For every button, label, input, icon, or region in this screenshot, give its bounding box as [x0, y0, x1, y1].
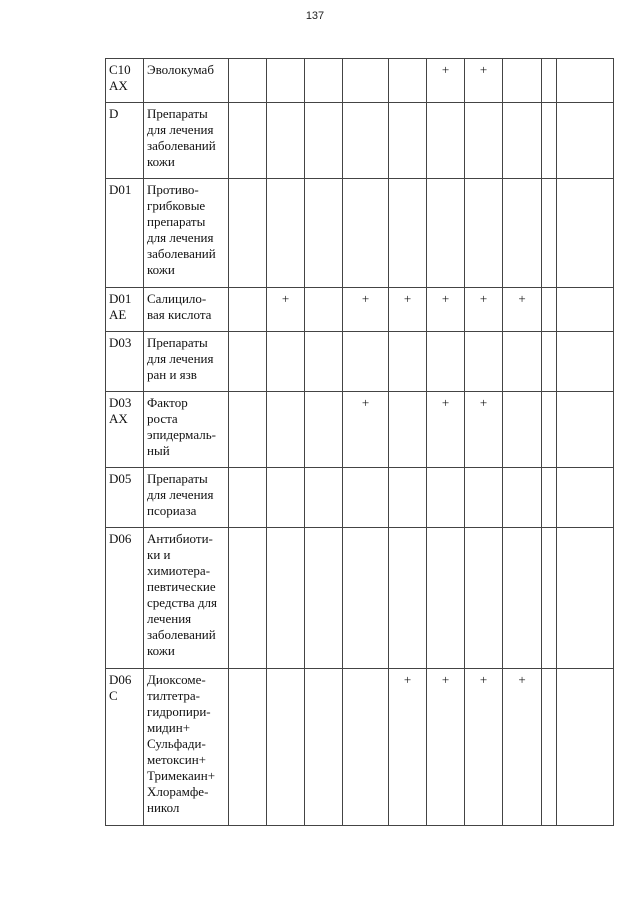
mark-cell	[542, 392, 557, 468]
mark-cell	[503, 59, 542, 103]
mark-cell	[305, 528, 343, 669]
atc-code-cell: D01	[106, 179, 144, 288]
mark-cell	[557, 288, 614, 332]
mark-cell	[503, 179, 542, 288]
mark-cell: +	[465, 669, 503, 826]
mark-cell	[557, 179, 614, 288]
mark-cell	[229, 669, 267, 826]
mark-cell	[305, 669, 343, 826]
mark-cell	[229, 528, 267, 669]
mark-cell	[305, 288, 343, 332]
mark-cell: +	[343, 288, 389, 332]
mark-cell	[305, 103, 343, 179]
mark-cell	[503, 528, 542, 669]
mark-cell	[267, 179, 305, 288]
mark-cell	[427, 528, 465, 669]
mark-cell	[229, 332, 267, 392]
mark-cell	[343, 59, 389, 103]
mark-cell: +	[427, 288, 465, 332]
mark-cell	[542, 288, 557, 332]
table-row	[106, 288, 614, 332]
mark-cell	[267, 392, 305, 468]
table-row	[106, 528, 614, 669]
atc-code-cell: D01 AE	[106, 288, 144, 332]
mark-cell	[229, 103, 267, 179]
mark-cell: +	[427, 669, 465, 826]
table-row	[106, 59, 614, 103]
mark-cell: +	[465, 392, 503, 468]
mark-cell	[427, 468, 465, 528]
mark-cell	[503, 468, 542, 528]
mark-cell	[389, 103, 427, 179]
mark-cell	[267, 103, 305, 179]
mark-cell	[542, 179, 557, 288]
mark-cell	[389, 59, 427, 103]
mark-cell	[343, 179, 389, 288]
mark-cell	[557, 528, 614, 669]
table-body	[106, 59, 614, 826]
drug-name-cell: Антибиоти- ки и химиотера- певтические средства для лечения заболеваний кожи	[144, 528, 229, 669]
mark-cell	[542, 468, 557, 528]
mark-cell	[267, 468, 305, 528]
mark-cell	[465, 103, 503, 179]
mark-cell	[267, 59, 305, 103]
mark-cell	[229, 179, 267, 288]
atc-code-cell: D03	[106, 332, 144, 392]
mark-cell: +	[389, 288, 427, 332]
mark-cell	[305, 59, 343, 103]
mark-cell	[389, 528, 427, 669]
atc-code-cell: D06 C	[106, 669, 144, 826]
table-row	[106, 179, 614, 288]
mark-cell	[557, 332, 614, 392]
drug-name-cell: Препараты для лечения ран и язв	[144, 332, 229, 392]
table-row	[106, 332, 614, 392]
mark-cell	[343, 528, 389, 669]
mark-cell	[427, 179, 465, 288]
mark-cell	[305, 179, 343, 288]
mark-cell	[343, 332, 389, 392]
mark-cell: +	[465, 59, 503, 103]
mark-cell	[343, 103, 389, 179]
atc-code-cell: C10 AX	[106, 59, 144, 103]
mark-cell	[305, 332, 343, 392]
mark-cell	[229, 59, 267, 103]
mark-cell	[557, 103, 614, 179]
mark-cell	[343, 468, 389, 528]
mark-cell	[542, 528, 557, 669]
mark-cell	[305, 392, 343, 468]
mark-cell	[503, 332, 542, 392]
mark-cell	[229, 392, 267, 468]
drug-name-cell: Фактор роста эпидермаль- ный	[144, 392, 229, 468]
mark-cell	[557, 59, 614, 103]
table-row	[106, 392, 614, 468]
mark-cell	[542, 103, 557, 179]
mark-cell	[503, 103, 542, 179]
table-row	[106, 103, 614, 179]
drug-name-cell: Эволокумаб	[144, 59, 229, 103]
mark-cell	[542, 332, 557, 392]
mark-cell: +	[503, 669, 542, 826]
mark-cell	[542, 59, 557, 103]
drug-name-cell: Салицило- вая кислота	[144, 288, 229, 332]
mark-cell	[465, 332, 503, 392]
drug-classification-table	[105, 58, 614, 826]
mark-cell	[427, 332, 465, 392]
mark-cell	[267, 669, 305, 826]
mark-cell	[465, 468, 503, 528]
mark-cell	[305, 468, 343, 528]
mark-cell	[229, 468, 267, 528]
atc-code-cell: D	[106, 103, 144, 179]
mark-cell: +	[427, 59, 465, 103]
page-number: 137	[305, 10, 325, 22]
drug-name-cell: Противо- грибковые препараты для лечения заболеваний кожи	[144, 179, 229, 288]
mark-cell: +	[389, 669, 427, 826]
atc-code-cell: D03 AX	[106, 392, 144, 468]
mark-cell	[267, 528, 305, 669]
mark-cell	[229, 288, 267, 332]
drug-name-cell: Диоксоме- тилтетра- гидропири- мидин+ Сульфади- метоксин+ Тримекаин+ Хлорамфе- никол	[144, 669, 229, 826]
mark-cell: +	[465, 288, 503, 332]
mark-cell	[557, 669, 614, 826]
mark-cell	[389, 468, 427, 528]
mark-cell	[343, 669, 389, 826]
mark-cell	[389, 392, 427, 468]
mark-cell	[389, 179, 427, 288]
mark-cell	[465, 179, 503, 288]
atc-code-cell: D05	[106, 468, 144, 528]
table-row	[106, 468, 614, 528]
mark-cell	[557, 392, 614, 468]
drug-name-cell: Препараты для лечения заболеваний кожи	[144, 103, 229, 179]
mark-cell: +	[343, 392, 389, 468]
table-row	[106, 669, 614, 826]
mark-cell	[542, 669, 557, 826]
mark-cell: +	[427, 392, 465, 468]
mark-cell: +	[503, 288, 542, 332]
mark-cell	[427, 103, 465, 179]
atc-code-cell: D06	[106, 528, 144, 669]
mark-cell	[557, 468, 614, 528]
mark-cell	[389, 332, 427, 392]
mark-cell	[465, 528, 503, 669]
drug-name-cell: Препараты для лечения псориаза	[144, 468, 229, 528]
mark-cell	[503, 392, 542, 468]
mark-cell	[267, 332, 305, 392]
mark-cell: +	[267, 288, 305, 332]
